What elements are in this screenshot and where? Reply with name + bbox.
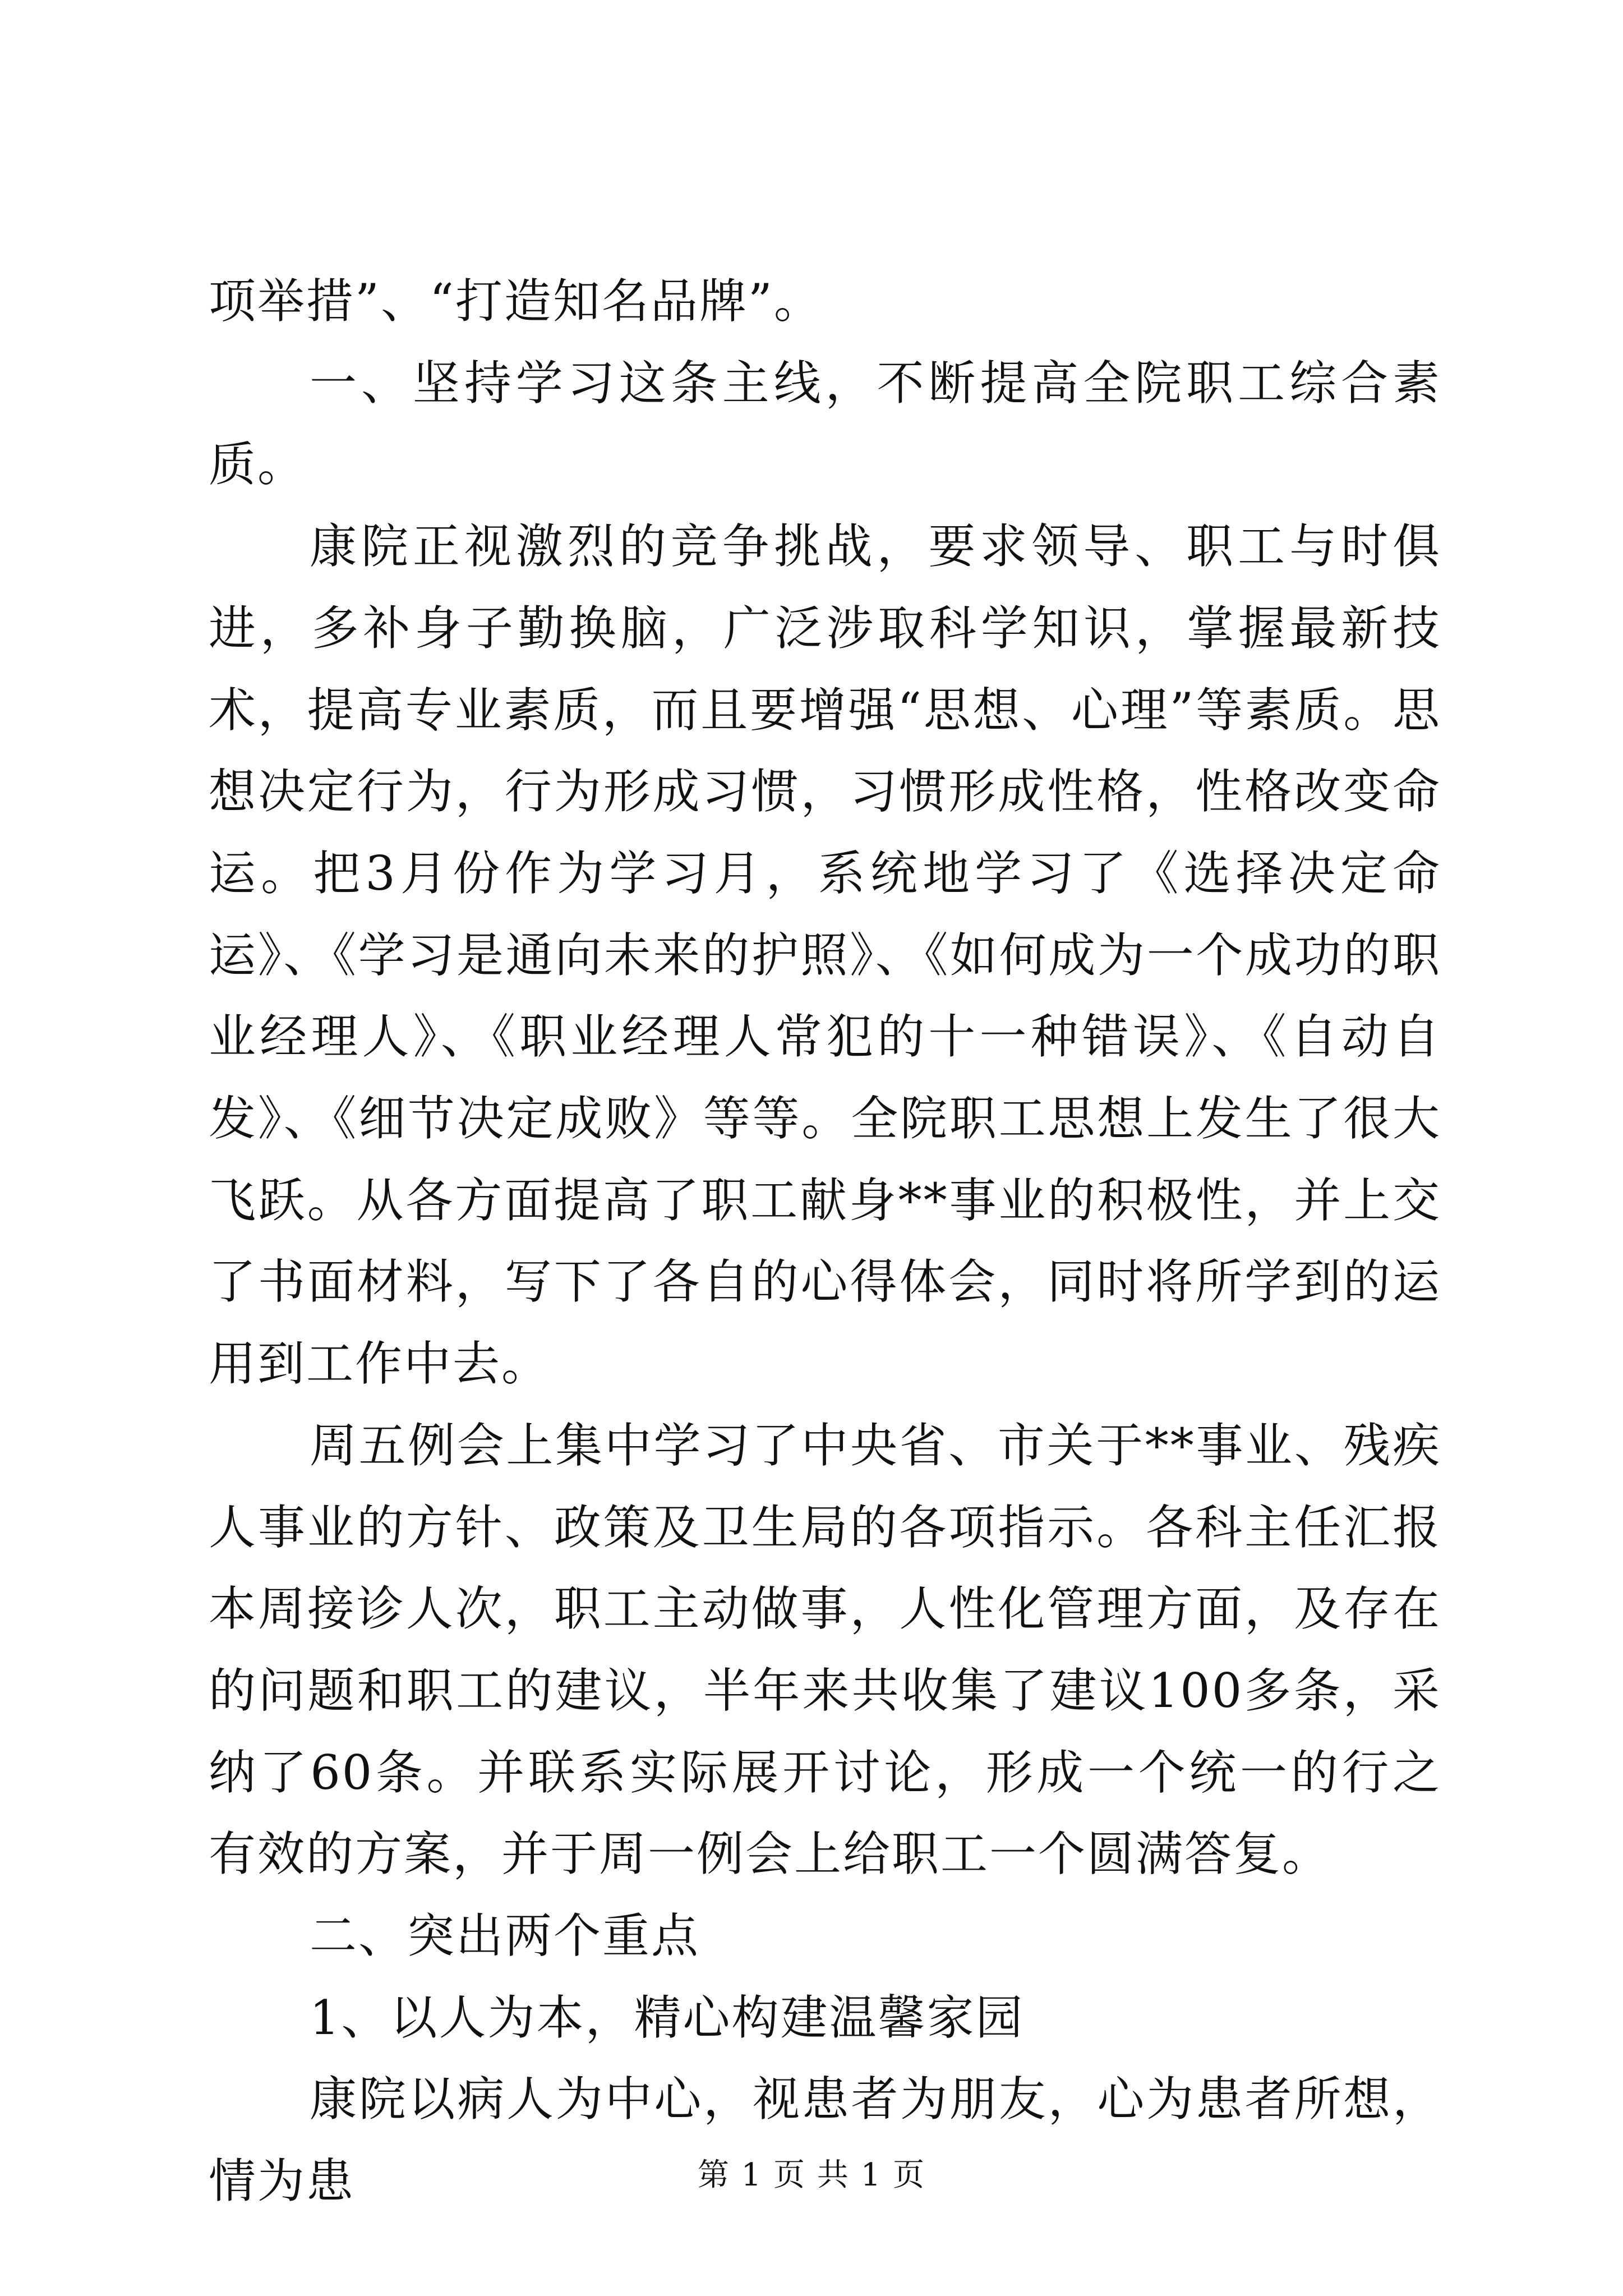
page-number-footer: 第 1 页 共 1 页	[697, 2157, 926, 2193]
section-heading-two-focuses: 二、突出两个重点	[310, 1908, 700, 1964]
subheading-people-oriented: 1、以人为本，精心构建温馨家园	[310, 1990, 1025, 2045]
section-heading-study: 一、坚持学习这条主线，不断提高全院职工综合素质。	[209, 355, 1441, 493]
paragraph-weekly-meeting: 周五例会上集中学习了中央省、市关于**事业、残疾人事业的方针、政策及卫生局的各项指示。各科主任汇报本周接诊人次，职工主动做事，人性化管理方面，及存在的问题和职工的建议，半年来共收集了建议100多条，采纳了60条。并联系实际展开讨论，形成一个统一的行之有效的方案，并于周一例会上给职工一个圆满答复。	[209, 1418, 1441, 1882]
paragraph-continuation: 项举措”、“打造知名品牌”。	[209, 274, 823, 329]
document-body	[209, 261, 1441, 2223]
paragraph-patient-centered: 康院以病人为中心，视患者为朋友，心为患者所想，情为患	[209, 2072, 1441, 2209]
paragraph-study-month: 康院正视激烈的竞争挑战，要求领导、职工与时俱进，多补身子勤换脑，广泛涉取科学知识，掌握最新技术，提高专业素质，而且要增强“思想、心理”等素质。思想决定行为，行为形成习惯，习惯形成性格，性格改变命运。把3月份作为学习月，系统地学习了《选择决定命运》、《学习是通向未来的护照》、《如何成为一个成功的职业经理人》、《职业经理人常犯的十一种错误》、《自动自发》、《细节决定成败》等等。全院职工思想上发生了很大飞跃。从各方面提高了职工献身**事业的积极性，并上交了书面材料，写下了各自的心得体会，同时将所学到的运用到工作中去。	[209, 519, 1441, 1392]
